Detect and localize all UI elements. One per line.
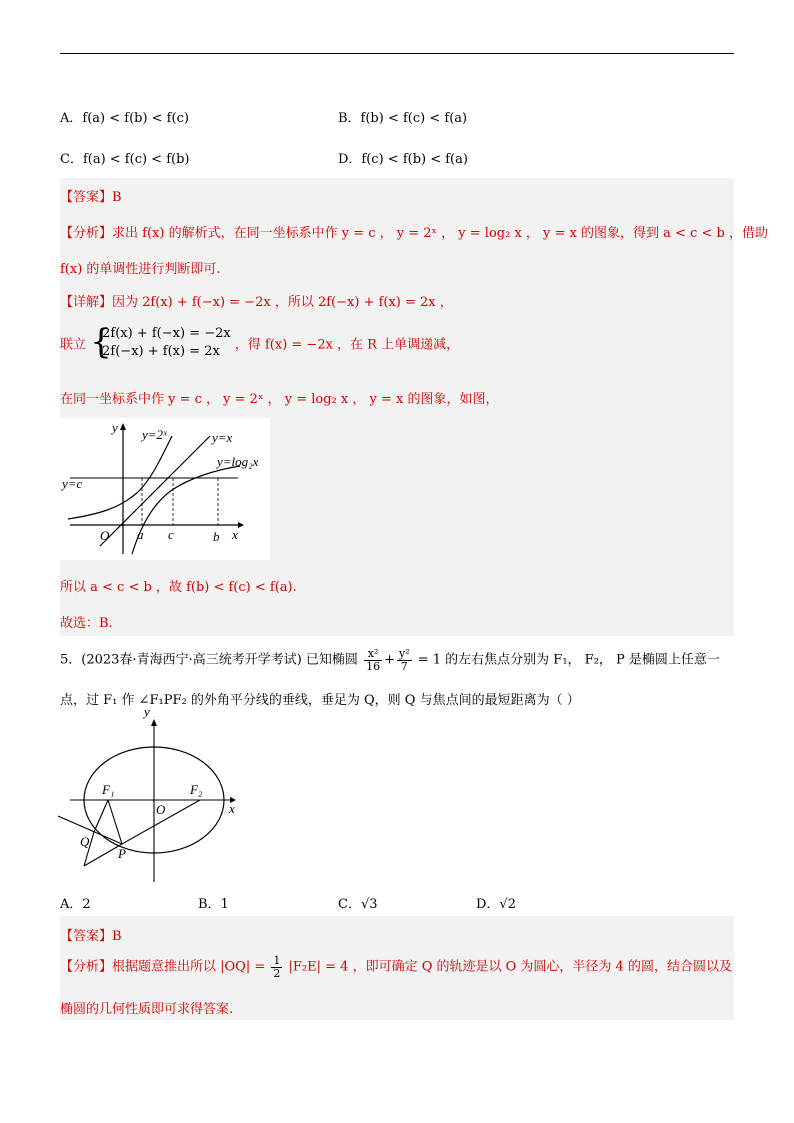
- q5-answer-label: 【答案】B: [60, 929, 122, 944]
- analysis-line-1: 【分析】求出 f(x) 的解析式，在同一坐标系中作 y = c ， y = 2ˣ ， y = log₂ x ， y = x 的图象，得到 a < c < b ，借助: [60, 226, 768, 241]
- fig-label-x: x: [229, 801, 235, 816]
- graph-label-c-line: y=c: [62, 476, 83, 491]
- fig-label-f1: F₁: [102, 782, 115, 797]
- q5-option-c[interactable]: C．√3: [338, 897, 378, 912]
- question-5-line-2: 点，过 F₁ 作 ∠F₁PF₂ 的外角平分线的垂线，垂足为 Q，则 Q 与焦点间的最短距离为（ ）: [60, 693, 580, 708]
- conclusion-line: 所以 a < c < b ，故 f(b) < f(c) < f(a).: [60, 580, 297, 595]
- segment-f1-q: [94, 800, 108, 832]
- graph-label-x: x: [232, 527, 238, 542]
- q5-option-a[interactable]: A．2: [60, 897, 91, 912]
- option-a[interactable]: A．f(a) < f(b) < f(c): [60, 111, 189, 126]
- detail-line-1: 【详解】因为 2f(x) + f(−x) = −2x ，所以 2f(−x) + f(x) = 2x ，: [60, 295, 453, 310]
- header-rule: [60, 53, 734, 54]
- graph-label-y: y: [112, 420, 118, 435]
- option-c[interactable]: C．f(a) < f(c) < f(b): [60, 152, 190, 167]
- graph-label-log: y=log₂x: [217, 454, 259, 469]
- ellipse-figure: [58, 704, 248, 886]
- final-answer-line: 故选：B.: [60, 616, 113, 631]
- q5-analysis-line-1: 【分析】根据题意推出所以 |OQ| = $\frac{1}{2}$ |F₂E| = 4 ，即可确定 Q 的轨迹是以 O 为圆心，半径为 4 的圆，结合圆以及: [60, 954, 732, 980]
- fraction-one-half: $\frac{1}{2}$: [273, 954, 281, 980]
- segment-f1-p: [108, 800, 122, 844]
- fig-label-q: Q: [80, 834, 90, 849]
- graph-label-a: a: [137, 527, 144, 542]
- q5-option-d[interactable]: D．√2: [476, 897, 516, 912]
- fraction-x2-16: $\frac{\text{x²}}{16}$: [366, 647, 381, 673]
- fig-label-p: P: [118, 846, 126, 861]
- graph-label-origin: O: [100, 528, 110, 543]
- fig-label-f2: F₂: [190, 782, 203, 797]
- equation-system: { 2f(x) + f(−x) = −2x 2f(−x) + f(x) = 2x: [90, 322, 231, 362]
- option-b[interactable]: B．f(b) < f(c) < f(a): [338, 111, 468, 126]
- answer-label: 【答案】B: [60, 190, 122, 205]
- y-axis-arrow: [151, 719, 157, 726]
- fraction-y2-7: $\frac{\text{y²}}{7}$: [398, 647, 410, 673]
- option-d[interactable]: D．f(c) < f(b) < f(a): [338, 152, 468, 167]
- graph-label-linear: y=x: [212, 430, 233, 445]
- detail-system: 联立 { 2f(x) + f(−x) = −2x 2f(−x) + f(x) = 2x ，得 f(x) = −2x ，在 R 上单调递减，: [60, 322, 460, 362]
- graph-label-b: b: [213, 529, 220, 544]
- detail-line-3: 在同一坐标系中作 y = c ， y = 2ˣ ， y = log₂ x ， y = x 的图象，如图，: [60, 392, 499, 407]
- graph-label-c: c: [168, 527, 174, 542]
- fig-label-origin: O: [156, 802, 166, 817]
- question-5-stem: 5．(2023春·青海西宁·高三统考开学考试) 已知椭圆 $\frac{\text{x²}}{16}$ + $\frac{\text{y²}}{7}$ = 1 的左右焦点分别为 F₁， F₂， P 是椭圆上任意一: [60, 647, 720, 673]
- fig-label-y: y: [144, 704, 150, 719]
- q5-analysis-line-2: 椭圆的几何性质即可求得答案.: [60, 1002, 234, 1017]
- graph-label-exp: y=2ˣ: [142, 427, 167, 442]
- q5-option-b[interactable]: B．1: [198, 897, 229, 912]
- solution-block-prev: [60, 178, 734, 636]
- exterior-bisector: [58, 816, 122, 844]
- analysis-line-2: f(x) 的单调性进行判断即可.: [60, 262, 221, 277]
- function-graph: [60, 418, 270, 560]
